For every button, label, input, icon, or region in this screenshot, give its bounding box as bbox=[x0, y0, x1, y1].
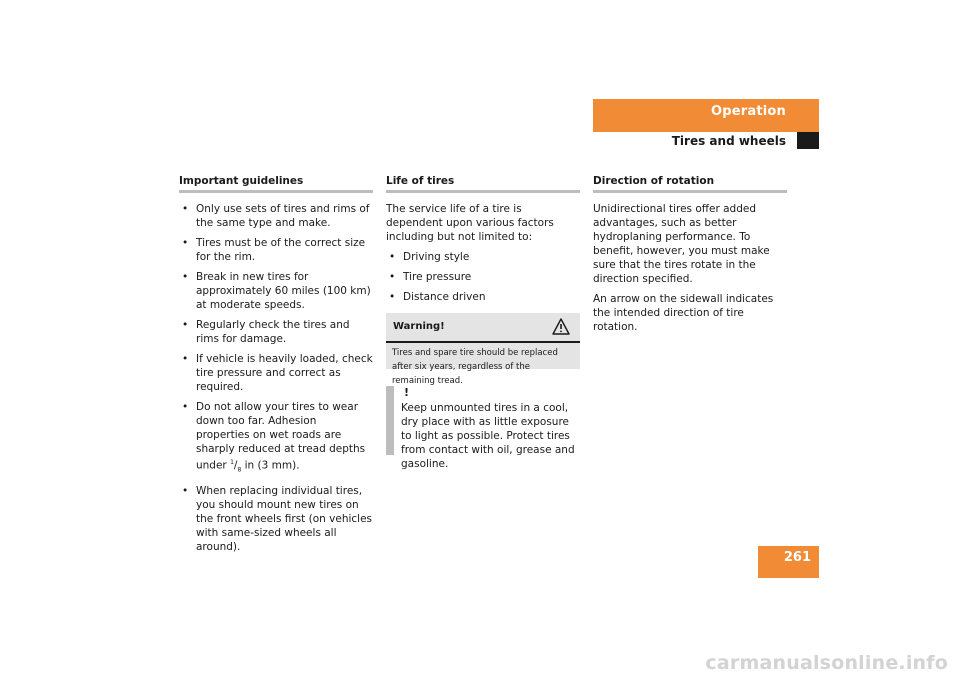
warning-title: Warning! bbox=[393, 321, 445, 332]
guidelines-list bbox=[179, 202, 373, 554]
heading-direction-of-rotation: Direction of rotation bbox=[593, 175, 787, 193]
warning-triangle-icon bbox=[552, 318, 570, 335]
fraction-denominator: 8 bbox=[237, 466, 242, 474]
warning-text: Tires and spare tire should be replaced after six years, regardless of the remaining tread. bbox=[392, 348, 558, 386]
header-subsection-row bbox=[593, 132, 819, 149]
rotation-paragraph: An arrow on the sidewall indicates the intended direction of tire rotation. bbox=[593, 293, 774, 333]
column-important-guidelines bbox=[179, 175, 373, 560]
note-box bbox=[386, 386, 580, 471]
list-item: • Tire pressure bbox=[386, 270, 580, 284]
list-item: • When replacing individual tires, you should mount new tires on the front wheels first (on vehicles with same-sized wheels all around). bbox=[179, 484, 373, 554]
factors-list bbox=[386, 250, 580, 304]
list-item: • Tires must be of the correct size for the rim. bbox=[179, 236, 373, 264]
heading-life-of-tires: Life of tires bbox=[386, 175, 580, 193]
life-intro: The service life of a tire is dependent upon various factors including but not limited to: bbox=[386, 203, 554, 243]
list-item-tread-depth: • Do not allow your tires to wear down too far. Adhesion properties on wet roads are sharply reduced at tread depths under $^1/_8$ in (3 mm). bbox=[179, 400, 373, 478]
tread-text-after: in (3 mm). bbox=[241, 459, 300, 472]
header-tab-marker bbox=[797, 132, 819, 149]
page-number: 261 bbox=[783, 550, 811, 565]
header-section-band bbox=[593, 99, 819, 132]
list-item: • Break in new tires for approximately 60 miles (100 km) at moderate speeds. bbox=[179, 270, 373, 312]
page-number-box bbox=[758, 546, 819, 578]
exclamation-icon: ! bbox=[404, 386, 410, 399]
heading-important-guidelines: Important guidelines bbox=[179, 175, 373, 193]
list-item: • Only use sets of tires and rims of the same type and make. bbox=[179, 202, 373, 230]
note-bar bbox=[386, 386, 394, 431]
warning-box bbox=[386, 313, 580, 386]
list-item: • Driving style bbox=[386, 250, 580, 264]
rotation-paragraph: Unidirectional tires offer added advantages, such as better hydroplaning performance. To benefit, however, you must make sure that the tires rotate in the direction specified. bbox=[593, 203, 770, 285]
note-text: Keep unmounted tires in a cool, dry place with as little exposure to light as possible. Protect tires from contact with oil, grease and gasoline. bbox=[401, 402, 575, 470]
warning-header bbox=[386, 313, 580, 343]
list-item: • Distance driven bbox=[386, 290, 580, 304]
note-bar-lower bbox=[386, 431, 394, 455]
list-item: • Regularly check the tires and rims for damage. bbox=[179, 318, 373, 346]
tread-text-before: Do not allow your tires to wear down too far. Adhesion properties on wet roads are sharply reduced at tread depths under bbox=[196, 401, 366, 472]
section-title: Operation bbox=[710, 104, 786, 119]
column-direction-of-rotation bbox=[593, 175, 787, 340]
watermark: carmanualsonline.info bbox=[705, 652, 948, 674]
subsection-title: Tires and wheels bbox=[671, 134, 786, 148]
fraction-numerator: 1 bbox=[230, 459, 234, 466]
column-life-of-tires bbox=[386, 175, 580, 471]
list-item: • If vehicle is heavily loaded, check tire pressure and correct as required. bbox=[179, 352, 373, 394]
